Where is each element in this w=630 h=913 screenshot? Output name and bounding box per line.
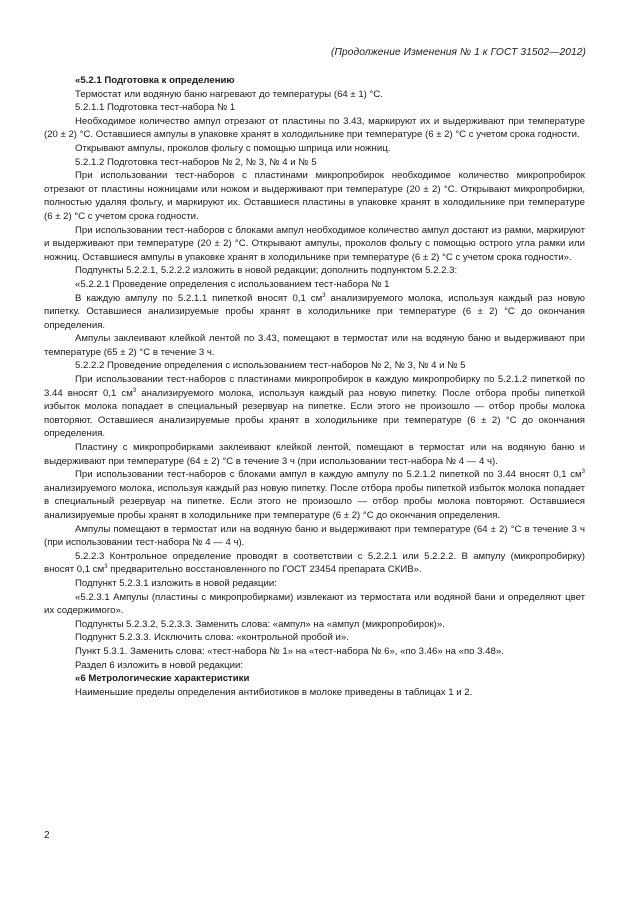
paragraph	[44, 292, 585, 333]
document-body	[44, 74, 585, 699]
paragraph-text: 5.2.2.3 Контрольное определение проводят в соответствии с 5.2.2.1 или 5.2.2.2. В ампулу (микропробирку) вносят 0,1 см	[44, 550, 585, 576]
paragraph-text: анализируемого молока, используя каждый раз новую пипетку. После отбора пробы пипеткой избыток молока попадает в специальный резервуар на пипетке. Если этого не произошло — отбор пробы молока повторяют. Оставшиеся анализируемые пробы хранят в холодильнике при температуре (6 ± 2) °С до окончания определения.	[44, 482, 585, 521]
unit-superscript: 3	[104, 564, 108, 571]
section-heading: «6 Метрологические характеристики	[75, 673, 250, 685]
paragraph: Пластину с микропробирками заклеивают клейкой лентой, помещают в термостат или на водяную баню и выдерживают при температуре (64 ± 2) °С в течение 3 ч (при использовании тест-набора № 4 — 4 ч).	[44, 442, 585, 467]
paragraph: 5.2.1.1 Подготовка тест-набора № 1	[75, 102, 236, 114]
paragraph	[44, 468, 585, 522]
paragraph: Открывают ампулы, проколов фольгу с помощью шприца или ножниц.	[75, 142, 391, 154]
running-header: (Продолжение Изменения № 1 к ГОСТ 31502—2012)	[330, 47, 586, 58]
paragraph-text: анализируемого молока, используя каждый раз новую пипетку. После отбора пробы пипеткой избыток молока попадает в специальный резервуар на пипетке. Если этого не произошло — отбор пробы молока повторяют. Оставшиеся анализируемые пробы хранят в холодильнике при температуре (6 ± 2) °С до окончания определения.	[44, 387, 585, 440]
unit-superscript: 3	[581, 469, 585, 476]
paragraph: Подпункты 5.2.3.2, 5.2.3.3. Заменить слова: «ампул» на «ампул (микропробирок)».	[75, 618, 445, 630]
paragraph: Ампулы помещают в термостат или на водяную баню и выдерживают при температуре (64 ± 2) °С в течение 3 ч (при использовании тест-набора № 4 — 4 ч).	[44, 523, 585, 549]
paragraph: Необходимое количество ампул отрезают от пластины по 3.43, маркируют их и выдерживают при температуре (20 ± 2) °С. Оставшиеся ампулы в упаковке хранят в холодильнике при температуре (6 ± 2) °С с учетом срока годности.	[44, 115, 585, 141]
paragraph: Раздел 6 изложить в новой редакции:	[75, 659, 244, 671]
paragraph: Термостат или водяную баню нагревают до температуры (64 ± 1) °С.	[75, 88, 383, 100]
page-number: 2	[44, 830, 50, 841]
paragraph-text: предварительно восстановленного по ГОСТ 23454 препарата СКИВ».	[107, 564, 422, 576]
unit-superscript: 3	[322, 292, 326, 299]
section-heading: «5.2.1 Подготовка к определению	[75, 75, 235, 86]
paragraph: Подпункт 5.2.3.3. Исключить слова: «контрольной пробой и».	[75, 632, 349, 644]
paragraph	[44, 550, 585, 577]
paragraph: При использовании тест-наборов с пластинами микропробирок необходимое количество микропробирок отрезают от пластины ножницами или ножом и выдерживают при температуре (20 ± 2) °С. Открывают микропробирки, полностью удаляя фольгу, и маркируют их. Оставшиеся пластины в упаковке хранят в холодильнике при температуре (6 ± 2) °С с учетом срока годности.	[44, 170, 585, 222]
paragraph: Ампулы заклеивают клейкой лентой по 3.43, помещают в термостат или на водяную баню и выдерживают при температуре (65 ± 2) °С в течение 3 ч.	[44, 333, 585, 358]
paragraph: Подпункты 5.2.2.1, 5.2.2.2 изложить в новой редакции; дополнить подпунктом 5.2.2.3:	[75, 265, 458, 277]
paragraph: «5.2.3.1 Ампулы (пластины с микропробирками) извлекают из термостата или водяной бани и определяют цвет их содержимого».	[44, 591, 585, 617]
paragraph	[44, 373, 585, 441]
paragraph: Пункт 5.3.1. Заменить слова: «тест-набора № 1» на «тест-набора № 6», «по 3.46» на «по 3.48».	[75, 645, 504, 657]
paragraph: При использовании тест-наборов с блоками ампул необходимое количество ампул достают из рамки, маркируют и выдерживают при температуре (20 ± 2) °С. Открывают ампулы, проколов фольгу с помощью острого угла рамки или ножниц. Оставшиеся ампулы в упаковке хранят в холодильнике при температуре (6 ± 2) °С с учетом срока годности».	[44, 224, 585, 263]
paragraph-text: анализируемого молока, используя каждый раз новую пипетку. Оставшиеся анализируемые пробы хранят в холодильнике при температуре (6 ± 2) °С до окончания определения.	[44, 292, 585, 331]
paragraph: 5.2.1.2 Подготовка тест-наборов № 2, № 3, № 4 и № 5	[75, 156, 317, 168]
unit-superscript: 3	[132, 387, 137, 394]
paragraph-text: В каждую ампулу по 5.2.1.1 пипеткой вносят 0,1 см	[75, 292, 323, 304]
paragraph-text: При использовании тест-наборов с блоками ампул в каждую ампулу по 5.2.1.2 пипеткой по 3.44 вносят 0,1 см	[75, 469, 582, 481]
paragraph-text: При использовании тест-наборов с пластинами микропробирок в каждую микропробирку по 5.2.1.2 пипеткой по 3.44 вносят 0,1 см	[44, 374, 585, 399]
paragraph: 5.2.2.2 Проведение определения с использованием тест-наборов № 2, № 3, № 4 и № 5	[75, 360, 466, 372]
paragraph: Наименьшие пределы определения антибиотиков в молоке приведены в таблицах 1 и 2.	[75, 686, 473, 698]
paragraph: Подпункт 5.2.3.1 изложить в новой редакции:	[75, 577, 277, 589]
paragraph: «5.2.2.1 Проведение определения с использованием тест-набора № 1	[75, 278, 390, 290]
